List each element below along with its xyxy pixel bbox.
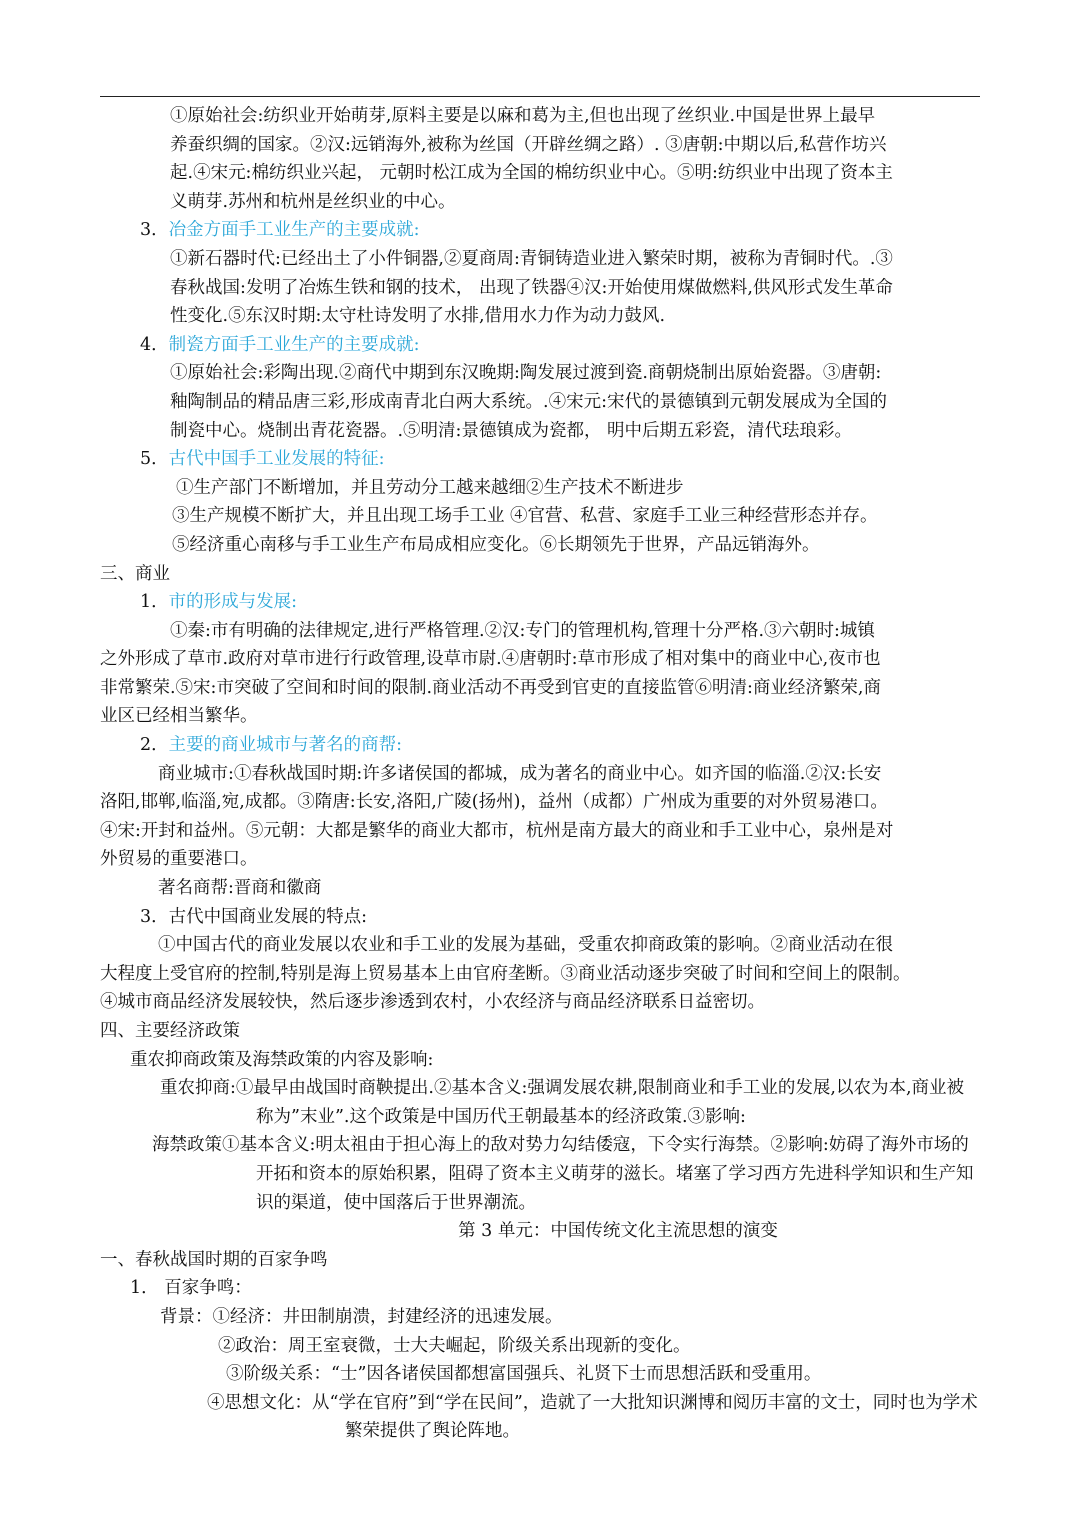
heading-number: 1． <box>140 592 169 613</box>
heading-number: 2． <box>140 735 169 756</box>
textile-paragraph <box>100 102 980 216</box>
features-line-2: ③生产规模不断扩大，并且出现工场手工业 ④官营、私营、家庭手工业三种经营形态并存。 <box>172 506 878 527</box>
background-economy: 背景：①经济：井田制崩溃，封建经济的迅速发展。 <box>160 1306 563 1327</box>
heading-title: 制瓷方面手工业生产的主要成就: <box>168 334 420 355</box>
heading-title: 主要的商业城市与著名的商帮: <box>168 735 403 756</box>
features-line-1: ①生产部门不断增加，并且劳动分工越来越细②生产技术不断进步 <box>176 477 684 498</box>
unit-title: 第 3 单元：中国传统文化主流思想的演变 <box>458 1221 778 1242</box>
section-policy: 四、主要经济政策 <box>100 1021 240 1041</box>
market-heading <box>100 588 980 617</box>
heading-number: 5． <box>140 449 169 470</box>
text-line: 起.④宋元:棉纺织业兴起， 元朝时松江成为全国的棉纺织业中心。⑤明:纺织业中出现了资本主 <box>170 163 893 184</box>
heading-title: 冶金方面手工业生产的主要成就: <box>168 220 420 241</box>
cities-heading <box>100 731 980 760</box>
heading-number: 3． <box>140 220 169 241</box>
text-line: 之外形成了草市.政府对草市进行行政管理,设草市尉.④唐朝时:草市形成了相对集中的商业中心,夜市也 <box>100 649 881 670</box>
section-hundred-schools: 一、春秋战国时期的百家争鸣 <box>100 1249 328 1270</box>
text-line: ①原始社会:彩陶出现.②商代中期到东汉晚期:陶发展过渡到瓷.商朝烧制出原始瓷器。③唐朝: <box>170 363 882 384</box>
heading-title: 古代中国手工业发展的特征: <box>168 449 385 470</box>
policy-haijin: 海禁政策①基本含义:明太祖由于担心海上的敌对势力勾结倭寇，下令实行海禁。②影响:妨碍了海外市场的开拓和资本的原始积累，阻碍了资本主义萌芽的滋长。堵塞了学习西方先进科学知识和生产知识的渠道，使中国落后于世界潮流。 <box>152 1135 974 1213</box>
text-line: ①秦:市有明确的法律规定,进行严格管理.②汉:专门的管理机构,管理十分严格.③六朝时:城镇 <box>170 620 875 641</box>
document-body <box>100 102 980 1446</box>
cities-paragraph <box>100 760 980 874</box>
text-line: ④宋:开封和益州。⑤元朝：大都是繁华的商业大都市，杭州是南方最大的商业和手工业中心，泉州是对 <box>100 820 894 841</box>
features-line-3: ⑤经济重心南移与手工业生产布局成相应变化。⑥长期领先于世界，产品远销海外。 <box>172 534 820 555</box>
text-line: 商业城市:①春秋战国时期:许多诸侯国的都城，成为著名的商业中心。如齐国的临淄.②汉:长安 <box>158 763 882 784</box>
heading-number: 4． <box>140 334 169 355</box>
text-line: 非常繁荣.⑤宋:市突破了空间和时间的限制.商业活动不再受到官吏的直接监管⑥明清:商业经济繁荣,商 <box>100 677 881 698</box>
metallurgy-paragraph <box>100 245 980 331</box>
text-line: 养蚕织绸的国家。②汉:远销海外,被称为丝国（开辟丝绸之路）. ③唐朝:中期以后,私营作坊兴 <box>170 134 887 155</box>
text-line: 业区已经相当繁华。 <box>100 706 258 727</box>
text-line: ①原始社会:纺织业开始萌芽,原料主要是以麻和葛为主,但也出现了丝织业.中国是世界上最早 <box>170 106 876 126</box>
text-line: 洛阳,邯郸,临淄,宛,成都。③隋唐:长安,洛阳,广陵(扬州)，益州（成都）广州成为重要的对外贸易港口。 <box>100 792 888 813</box>
commerce-features-heading: 3．古代中国商业发展的特点: <box>140 906 368 927</box>
commerce-features-paragraph <box>100 931 980 1017</box>
text-line: ④城市商品经济发展较快，然后逐步渗透到农村，小农经济与商品经济联系日益密切。 <box>100 992 765 1013</box>
text-line: 外贸易的重要港口。 <box>100 849 258 870</box>
text-line: 大程度上受官府的控制,特别是海上贸易基本上由官府垄断。③商业活动逐步突破了时间和空间上的限制。 <box>100 963 911 984</box>
policy-zhongnong: 重农抑商:①最早由战国时商鞅提出.②基本含义:强调发展农耕,限制商业和手工业的发展,以农为本,商业被称为”末业”.这个政策是中国历代王朝最基本的经济政策.③影响: <box>160 1078 965 1127</box>
porcelain-heading <box>100 331 980 360</box>
hundred-schools-subheading: 1． 百家争鸣： <box>130 1278 252 1299</box>
section-commerce: 三、商业 <box>100 563 170 584</box>
market-paragraph <box>100 617 980 731</box>
features-heading <box>100 445 980 474</box>
heading-title: 市的形成与发展: <box>168 592 298 613</box>
text-line: 春秋战国:发明了冶炼生铁和钢的技术， 出现了铁器④汉:开始使用煤做燃料,供风形式发生革命 <box>170 277 893 298</box>
metallurgy-heading <box>100 216 980 245</box>
porcelain-paragraph <box>100 359 980 445</box>
text-line: 制瓷中心。烧制出青花瓷器。.⑤明清:景德镇成为瓷都， 明中后期五彩瓷，清代珐琅彩。 <box>170 420 853 441</box>
text-line: 性变化.⑤东汉时期:太守杜诗发明了水排,借用水力作为动力鼓风. <box>170 306 666 327</box>
background-politics: ②政治：周王室衰微，士大夫崛起，阶级关系出现新的变化。 <box>218 1335 691 1356</box>
text-line: ①中国古代的商业发展以农业和手工业的发展为基础，受重农抑商政策的影响。②商业活动在很 <box>158 935 893 956</box>
header-rule <box>100 96 980 97</box>
text-line: 义萌芽.苏州和杭州是丝织业的中心。 <box>170 191 456 212</box>
text-line: ①新石器时代:已经出土了小件铜器,②夏商周:青铜铸造业进入繁荣时期，被称为青铜时代。.③ <box>170 248 893 269</box>
famous-merchants: 著名商帮:晋商和徽商 <box>158 878 322 899</box>
background-thought: ④思想文化：从“学在官府”到“学在民间”，造就了一大批知识渊博和阅历丰富的文士，同时也为学术繁荣提供了舆论阵地。 <box>207 1392 978 1442</box>
policy-intro: 重农抑商政策及海禁政策的内容及影响: <box>130 1049 434 1070</box>
text-line: 釉陶制品的精品唐三彩,形成南青北白两大系统。.④宋元:宋代的景德镇到元朝发展成为全国的 <box>170 391 888 412</box>
background-class: ③阶级关系：“士”因各诸侯国都想富国强兵、礼贤下士而思想活跃和受重用。 <box>226 1364 822 1385</box>
